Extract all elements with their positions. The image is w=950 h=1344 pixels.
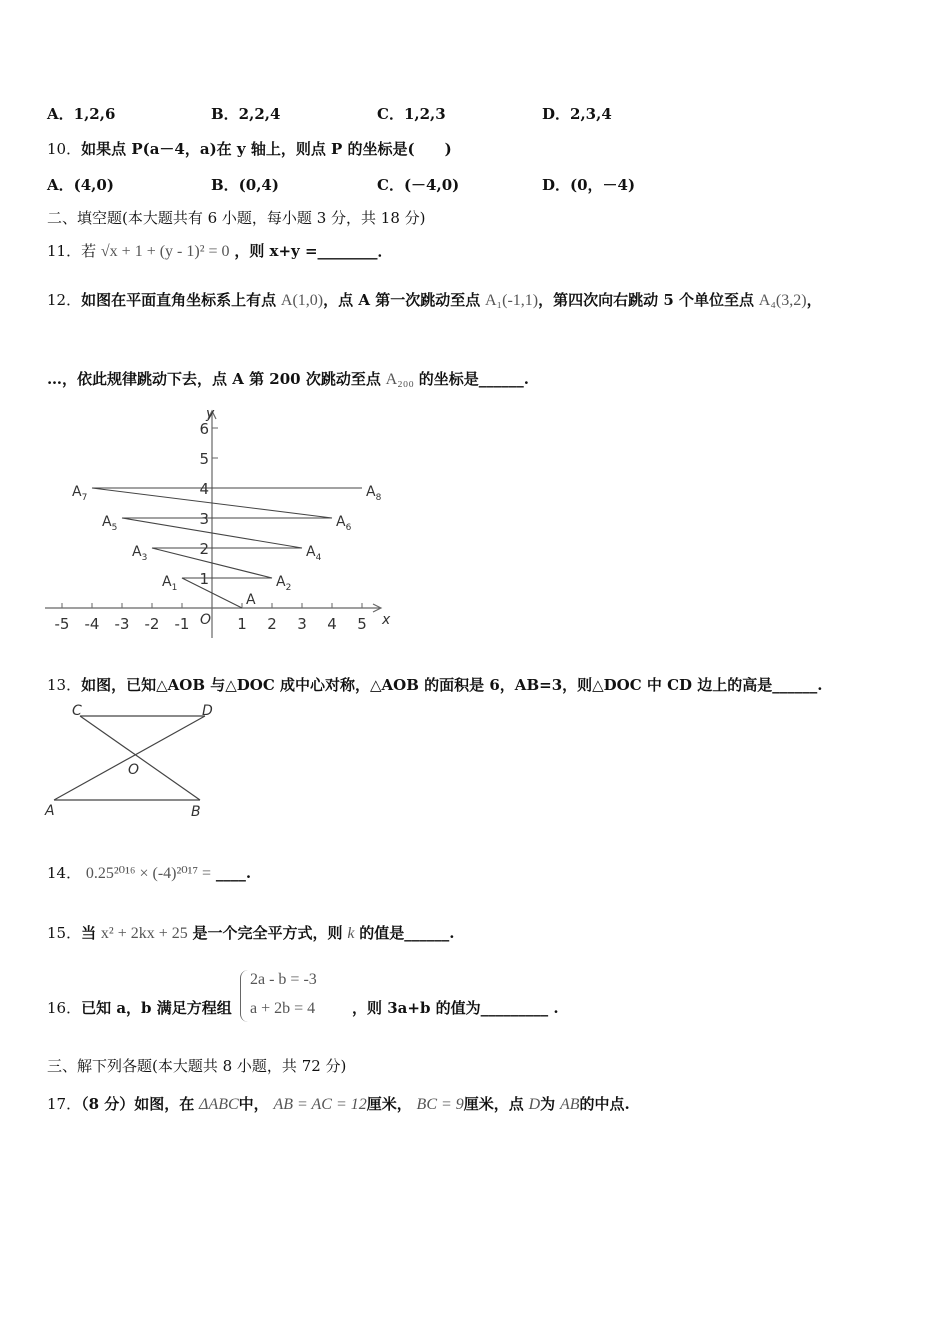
question-12-cont <box>47 368 529 389</box>
y-tick-label: 1 <box>199 570 209 588</box>
point-a1: A₁(-1,1) <box>484 292 539 309</box>
point-label-a6: $A_6$ <box>336 514 352 533</box>
ab-ac-equation: AB = AC = 12 <box>273 1096 367 1113</box>
point-a: A(1,0) <box>280 292 324 309</box>
y-axis-label: y <box>206 406 215 422</box>
question-14 <box>47 862 251 883</box>
question-10 <box>47 138 452 159</box>
text-pre: 当 <box>81 924 97 942</box>
q9-option-b: B．2,2,4 <box>211 105 281 123</box>
bc-equation: BC = 9 <box>416 1096 464 1113</box>
question-text-tail: ，则 x+y =________． <box>234 242 393 260</box>
equation-2: a + 2b = 4 <box>250 1000 316 1017</box>
question-11 <box>47 240 393 261</box>
equation: √x + 1 + (y - 1)² = 0 <box>100 243 230 260</box>
label-a: A <box>45 803 55 819</box>
q9-option-a: A．1,2,6 <box>47 105 116 123</box>
point-label-a3: $A_3$ <box>132 544 148 563</box>
point-d: D <box>528 1096 541 1113</box>
text-pre: 已知 a，b 满足方程组 <box>81 999 232 1017</box>
question-number: 17． <box>47 1095 82 1113</box>
text-3: 厘米， <box>366 1095 412 1113</box>
x-tick-label: 5 <box>357 615 367 633</box>
y-tick-label: 5 <box>199 450 209 468</box>
point-label-a2: $A_2$ <box>276 574 292 593</box>
x-tick-label: 3 <box>297 615 307 633</box>
q10-option-b: B．(0,4) <box>211 176 279 194</box>
question-number: 12． <box>47 291 82 309</box>
symmetry-figure <box>40 700 230 825</box>
text-2: 中， <box>238 1095 269 1113</box>
y-tick-label: 6 <box>199 420 209 438</box>
question-text: 如图，已知△AOB 与△DOC 成中心对称，△AOB 的面积是 6，AB=3，则△DOC 中 CD 边上的高是______. <box>81 676 823 694</box>
y-tick-label: 3 <box>199 510 209 528</box>
text-4: 厘米，点 <box>463 1095 524 1113</box>
text-part-5: …，依此规律跳动下去，点 A 第 200 次跳动至点 <box>47 370 381 388</box>
point-label-a: A <box>246 592 256 608</box>
point-a200: A₂₀₀ <box>385 371 414 388</box>
text-post: 的值是______. <box>359 924 455 942</box>
x-tick-label: -2 <box>144 615 160 633</box>
section-3-heading: 三、解下列各题(本大题共 8 小题，共 72 分) <box>47 1057 347 1075</box>
question-16 <box>47 997 232 1018</box>
q10-option-d: D．(0，－4) <box>542 176 636 194</box>
text-part-4: ， <box>806 291 822 309</box>
label-d: D <box>202 703 213 719</box>
x-tick-label: -1 <box>174 615 190 633</box>
q9-option-c: C．1,2,3 <box>377 105 446 123</box>
x-tick-label: -5 <box>54 615 70 633</box>
expression: 0.25²⁰¹⁶ × (-4)²⁰¹⁷ = <box>85 865 212 882</box>
text-6: 的中点. <box>579 1095 630 1113</box>
variable-k: k <box>347 925 355 942</box>
question-12 <box>47 289 822 310</box>
question-text: 如果点 P(a－4，a)在 y 轴上，则点 P 的坐标是( ) <box>81 140 452 158</box>
answer-blank: ____. <box>215 864 252 882</box>
x-tick-label: 1 <box>237 615 247 633</box>
text-part-1: 如图在平面直角坐标系上有点 <box>81 291 277 309</box>
label-c: C <box>72 703 82 719</box>
point-label-a7: $A_7$ <box>72 484 88 503</box>
equation-1: 2a - b = -3 <box>250 971 317 988</box>
question-number: 15． <box>47 924 82 942</box>
point-label-a5: $A_5$ <box>102 514 118 533</box>
text-part-2: ，点 A 第一次跳动至点 <box>323 291 481 309</box>
question-text: 若 <box>81 242 97 260</box>
expression: x² + 2kx + 25 <box>100 925 188 942</box>
point-label-a1: $A_1$ <box>162 574 178 593</box>
text-1: （8 分）如图，在 <box>81 1095 195 1113</box>
question-16-tail: ，则 3a+b 的值为_________ . <box>352 999 559 1017</box>
question-number: 16． <box>47 999 82 1017</box>
label-o: O <box>128 762 140 778</box>
text-mid: 是一个完全平方式，则 <box>192 924 343 942</box>
origin-label: O <box>200 612 212 628</box>
point-label-a8: $A_8$ <box>366 484 382 503</box>
q10-option-c: C．(－4,0) <box>377 176 460 194</box>
x-tick-label: 2 <box>267 615 277 633</box>
jump-graph <box>40 402 400 642</box>
y-tick-label: 4 <box>199 480 209 498</box>
q10-option-a: A．(4,0) <box>47 176 114 194</box>
y-tick-label: 2 <box>199 540 209 558</box>
x-tick-label: 4 <box>327 615 337 633</box>
point-a4: A₄(3,2) <box>758 292 807 309</box>
text-part-3: ，第四次向右跳动 5 个单位至点 <box>538 291 754 309</box>
question-number: 13． <box>47 676 82 694</box>
question-17 <box>47 1093 630 1114</box>
point-label-a4: $A_4$ <box>306 544 322 563</box>
triangle-abc: ΔABC <box>199 1096 239 1113</box>
text-part-6: 的坐标是______. <box>418 370 529 388</box>
segment-ab: AB <box>559 1096 580 1113</box>
x-tick-label: -4 <box>84 615 100 633</box>
question-13 <box>47 674 823 695</box>
q9-option-d: D．2,3,4 <box>542 105 612 123</box>
question-number: 10． <box>47 140 82 158</box>
section-2-heading: 二、填空题(本大题共有 6 小题，每小题 3 分，共 18 分) <box>47 209 426 227</box>
question-15 <box>47 922 454 943</box>
x-tick-label: -3 <box>114 615 130 633</box>
text-5: 为 <box>540 1095 556 1113</box>
question-number: 11． <box>47 242 82 260</box>
question-number: 14． <box>47 864 82 882</box>
x-axis-label: x <box>382 612 391 628</box>
label-b: B <box>191 804 201 820</box>
